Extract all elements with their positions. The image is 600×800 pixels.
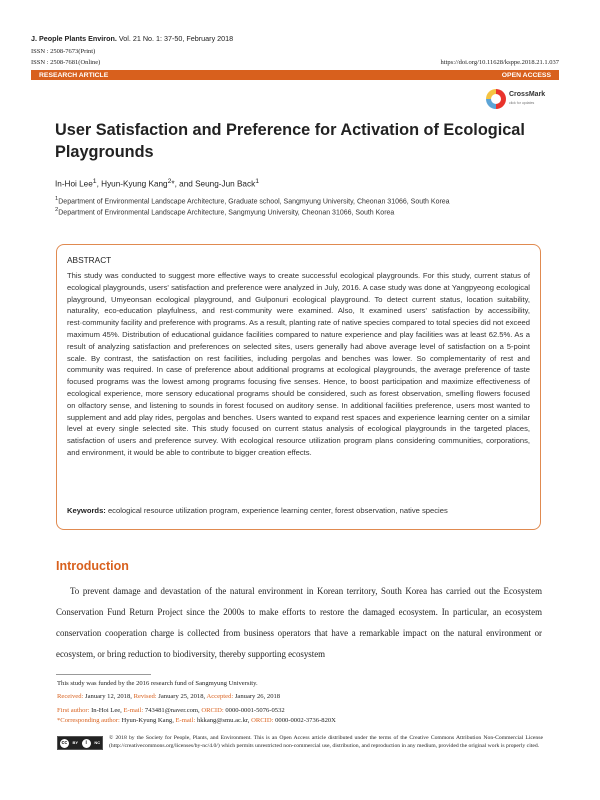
dates-line [57, 693, 280, 700]
author-sep: *, and [171, 179, 196, 189]
received-date: January 12, 2018, [83, 693, 134, 700]
crossmark-sub: click for updates [509, 101, 535, 105]
introduction-text: To prevent damage and devastation of the natural environment in Korean territory, South Korea has carried out the Ecosystem Conservation Fund Return Project since the 2000s to make efforts to restore the damaged ecosystem. In particular, an ecosystem conservation cooperation charge is collected from business operators that have a remarkable impact on the natural environment or ecosystem, or bring reduction to biodiversity, thereby supporting ecosystem [56, 586, 542, 659]
paper-title: User Satisfaction and Preference for Activation of Ecological Playgrounds [55, 121, 525, 161]
first-author-label: First author: [57, 707, 90, 714]
keywords-text: ecological resource utilization program, experience learning center, forest observation, native species [107, 506, 448, 515]
funding-note: This study was funded by the 2016 research fund of Sangmyung University. [57, 680, 258, 687]
first-author-line [57, 707, 285, 714]
footnote-divider [56, 674, 151, 675]
author-list [55, 178, 259, 189]
author-sep: , [96, 179, 102, 189]
abstract-text: This study was conducted to suggest more effective ways to create successful ecological playgrounds. For this study, current status of ecological playgrounds, users' satisfaction and preference were analyzed in July, 2016. A case study was done at Yangpyeong ecological playground, Umyeonsan ecological playground, and Gulponuri ecological playground. To detect current status, location suitability, naturality, eco-education playfulness, and rest·community were examined. Also, It examined users' satisfaction by accessibility, rest·community facility and preference with programs. As a result, planting rate of native species compared to total species did not exceed maximum 45%. Distribution of educational guidance facilities compared to nature experience and play facilities was at least 62.5%. As a result of analyzing satisfaction and preferences on selected sites, users generally had above average level of satisfaction on a 5-point scale. By contrast, the satisfaction on rest facilities, including pergolas and benches was lower. So complementarity of rest and community was required. In case of preference about additional programs at ecological playgrounds, the average preference of taste focused programs was the lowest among programs focusing five senses. Hence, to boost participation and maximize effectiveness of ecological experience, more sensory educational programs should be considered, such as forest observation, smelling flowers focused on olfactory sense, and listening to sounds in forest focused on auditory sense. In additional facilities preference, users most wanted to supplement and add play rides, pergolas and benches. Users wanted to expand rest spaces and experience learning center on a similar level at every single selected site. This study focused on current status analysis of ecological playgrounds in the targeted places, satisfaction of users and preference survey. With ecological resource utilization program plans considering communities, corporations, and environment, it would be able to contribute to bigger creation effects. [67, 271, 530, 457]
by-icon: i [82, 739, 91, 748]
license-text: © 2018 by the Society for People, Plants, and Environment. This is an Open Access article distributed under the terms of the Creative Commons Attribution Non-Commercial License (http://creativecommons.org/licenses/by-nc/4.0/) which permits unrestricted non-commercial use, distribution, and reproduction in any medium, provided the original work is properly cited. [109, 735, 543, 749]
affiliation-text: Department of Environmental Landscape Architecture, Sangmyung University, Cheonan 31066, South Korea [58, 209, 395, 217]
cc-icon: cc [61, 739, 68, 746]
cc-license-badge[interactable] [57, 736, 103, 750]
email-label: E-mail: [123, 707, 144, 714]
affiliation-text: Department of Environmental Landscape Architecture, Graduate school, Sangmyung University, Cheonan 31066, South Korea [58, 198, 450, 206]
research-article-label: RESEARCH ARTICLE [39, 71, 109, 79]
keywords-label: Keywords: [67, 506, 106, 515]
orcid-label: ORCID: [201, 707, 224, 714]
crossmark-icon [486, 89, 506, 109]
author-sup: 1 [92, 178, 97, 185]
author-sup: 2 [167, 178, 172, 185]
corresponding-name: Hyun-Kyung Kang, [119, 717, 176, 724]
introduction-heading: Introduction [56, 559, 129, 573]
received-label: Received: [57, 693, 84, 700]
author-name: Hyun-Kyung Kang [101, 179, 168, 189]
article-banner [31, 70, 559, 80]
orcid-label: ORCID: [251, 717, 274, 724]
corresponding-email[interactable]: hkkang@smu.ac.kr, [195, 717, 252, 724]
first-author-email[interactable]: 743481@naver.com, [143, 707, 202, 714]
crossmark-button[interactable] [486, 87, 560, 111]
license-block [57, 735, 543, 750]
keywords [67, 506, 530, 515]
author-name: In-Hoi Lee [55, 179, 93, 189]
issn-online: ISSN : 2508-7681(Online) [31, 59, 101, 66]
affiliation-num: 2 [55, 207, 59, 213]
corresponding-author-line [57, 717, 336, 724]
first-author-name: In-Hoi Lee, [89, 707, 124, 714]
affiliation [55, 207, 394, 216]
corresponding-orcid[interactable]: 0000-0002-3736-820X [273, 717, 336, 724]
journal-header [31, 34, 233, 43]
author-sup: 1 [255, 178, 259, 185]
abstract-heading: ABSTRACT [67, 255, 112, 265]
cc-by-text: BY [72, 740, 79, 745]
cc-nc-text: NC [94, 740, 101, 745]
open-access-label: OPEN ACCESS [501, 71, 551, 79]
author-name: Seung-Jun Back [195, 179, 256, 189]
accepted-date: January 26, 2018 [233, 693, 281, 700]
revised-label: Revised: [133, 693, 157, 700]
crossmark-label: CrossMark [509, 91, 546, 98]
journal-volume: Vol. 21 No. 1: 37-50, February 2018 [118, 34, 234, 43]
affiliation [55, 196, 450, 205]
first-author-orcid[interactable]: 0000-0001-5076-0532 [223, 707, 285, 714]
email-label: E-mail: [175, 717, 196, 724]
corresponding-label: *Corresponding author: [57, 717, 120, 724]
accepted-label: Accepted: [206, 693, 234, 700]
issn-print: ISSN : 2508-7673(Print) [31, 48, 96, 55]
journal-name: J. People Plants Environ. [31, 34, 117, 43]
affiliation-num: 1 [55, 196, 59, 202]
doi-link[interactable]: https://doi.org/10.11628/ksppe.2018.21.1.037 [440, 59, 559, 66]
revised-date: January 25, 2018, [156, 693, 207, 700]
